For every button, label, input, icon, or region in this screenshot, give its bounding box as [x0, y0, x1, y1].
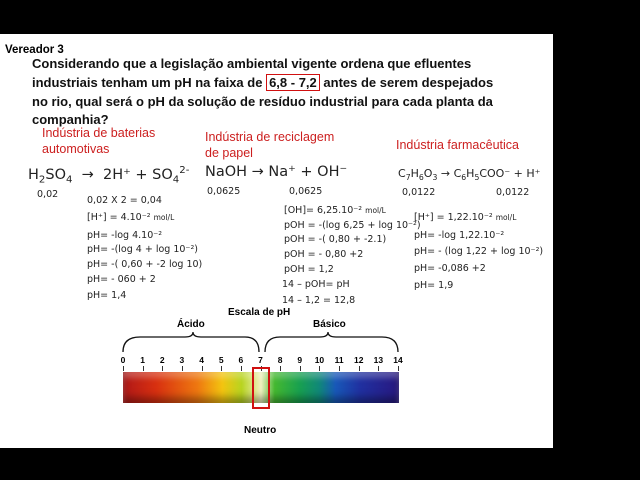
company-2-step-1: pOH = -(log 6,25 + log 10⁻²) [284, 220, 421, 231]
question-line-2-pre: industriais tenham um pH na faixa de [32, 75, 263, 90]
company-1-step-2: pH= -log 4.10⁻² [87, 230, 163, 241]
company-2-equation: NaOH → Na⁺ + OH⁻ [205, 164, 348, 180]
company-2-step-3: pOH = - 0,80 +2 [284, 249, 364, 260]
acid-label: Ácido [177, 319, 205, 330]
ph-tick-mark [123, 366, 124, 371]
company-3-h-unit: mol/L [495, 213, 517, 222]
company-2-step-4: pOH = 1,2 [284, 264, 334, 275]
company-2-oh-unit: mol/L [365, 206, 386, 215]
company-3-name: Indústria farmacêutica [396, 138, 519, 152]
company-2-oh-label: [OH]= 6,25.10⁻² [284, 205, 363, 216]
company-3-result: pH= 1,9 [414, 280, 454, 291]
ph-tick-label-11: 11 [334, 355, 344, 365]
ph-tick-mark [300, 366, 301, 371]
ph-tick-label-7: 7 [258, 355, 263, 365]
acid-base-braces [0, 34, 553, 374]
question-line-4: companhia? [32, 112, 109, 127]
company-3-concentration-1: 0,0122 [402, 187, 436, 198]
company-1-name-line2: automotivas [42, 142, 110, 156]
company-1-name-line1: Indústria de baterias [42, 126, 156, 140]
ph-tick-label-6: 6 [238, 355, 244, 365]
speaker-label: Vereador 3 [5, 44, 64, 56]
company-1-h-label: [H⁺] = 4.10⁻² [87, 212, 151, 223]
ph-tick-mark [182, 366, 183, 371]
ph-tick-mark [202, 366, 203, 371]
question-line-3: no rio, qual será o pH da solução de resíduo industrial para cada planta da [32, 94, 493, 109]
ph-tick-mark [398, 366, 399, 371]
ph-tick-label-4: 4 [199, 355, 204, 365]
question-line-2-post: antes de serem despejados [323, 75, 494, 90]
ph-tick-mark [339, 366, 340, 371]
company-3-equation: $C_7H_6O_3 \to C_6H_5COO^- + H^+$ [398, 167, 541, 183]
company-1-step-5: pH= - 060 + 2 [87, 274, 156, 285]
ph-tick-label-0: 0 [120, 355, 126, 365]
company-1-step-1: 0,02 X 2 = 0,04 [87, 195, 162, 206]
neutral-label: Neutro [244, 425, 277, 436]
ph-tick-mark [162, 366, 163, 371]
company-1-equation: $H_2SO_4 \to 2H^+ + SO_4^{2-}$ [28, 165, 190, 186]
ph-tick-mark [221, 366, 222, 371]
ph-tick-label-2: 2 [159, 355, 165, 365]
ph-range-highlight: 6,8 - 7,2 [266, 74, 320, 91]
question-line-1: Considerando que a legislação ambiental vigente ordena que efluentes [32, 56, 472, 71]
company-2-name-line2: de papel [205, 146, 253, 160]
company-2-name-line1: Indústria de reciclagem [205, 130, 335, 144]
company-2-step-2: pOH = -( 0,80 + -2.1) [284, 234, 387, 245]
ph-tick-label-5: 5 [218, 355, 224, 365]
company-2-concentration-2: 0,0625 [289, 186, 323, 197]
base-brace [265, 332, 398, 352]
company-3-step-1: pH= -log 1,22.10⁻² [414, 230, 505, 241]
ph-tick-label-3: 3 [179, 355, 185, 365]
company-1-step-3: pH= -(log 4 + log 10⁻²) [87, 244, 198, 255]
ph-scale-title: Escala de pH [228, 307, 291, 318]
ph-tick-label-9: 9 [297, 355, 303, 365]
company-1-concentration: 0,02 [37, 189, 59, 200]
company-2-result: 14 – 1,2 = 12,8 [282, 295, 356, 306]
ph-tick-mark [280, 366, 281, 371]
ph-tick-mark [359, 366, 360, 371]
ph-tick-mark [143, 366, 144, 371]
company-2-concentration-1: 0,0625 [207, 186, 241, 197]
ph-tick-mark [241, 366, 242, 371]
ph-tick-label-12: 12 [353, 355, 364, 365]
company-3-step-2: pH= - (log 1,22 + log 10⁻²) [414, 246, 544, 257]
ph-tick-label-14: 14 [393, 355, 403, 365]
acid-brace [123, 332, 259, 352]
ph-tick-label-13: 13 [373, 355, 384, 365]
ph-tick-label-10: 10 [314, 355, 325, 365]
company-3-step-3: pH= -0,086 +2 [414, 263, 486, 274]
neutral-highlight-box [252, 367, 270, 409]
base-label: Básico [313, 319, 346, 330]
company-2-step-5: 14 – pOH= pH [282, 279, 350, 290]
ph-tick-mark [319, 366, 320, 371]
ph-tick-mark [378, 366, 379, 371]
ph-tick-label-1: 1 [140, 355, 145, 365]
company-1-step-4: pH= -( 0,60 + -2 log 10) [87, 259, 203, 270]
slide [0, 34, 553, 448]
company-1-result: pH= 1,4 [87, 290, 127, 301]
ph-tick-label-8: 8 [277, 355, 283, 365]
company-1-h-unit: mol/L [153, 213, 175, 222]
company-3-h-label: [H⁺] = 1,22.10⁻² [414, 212, 493, 223]
company-3-concentration-2: 0,0122 [496, 187, 530, 198]
